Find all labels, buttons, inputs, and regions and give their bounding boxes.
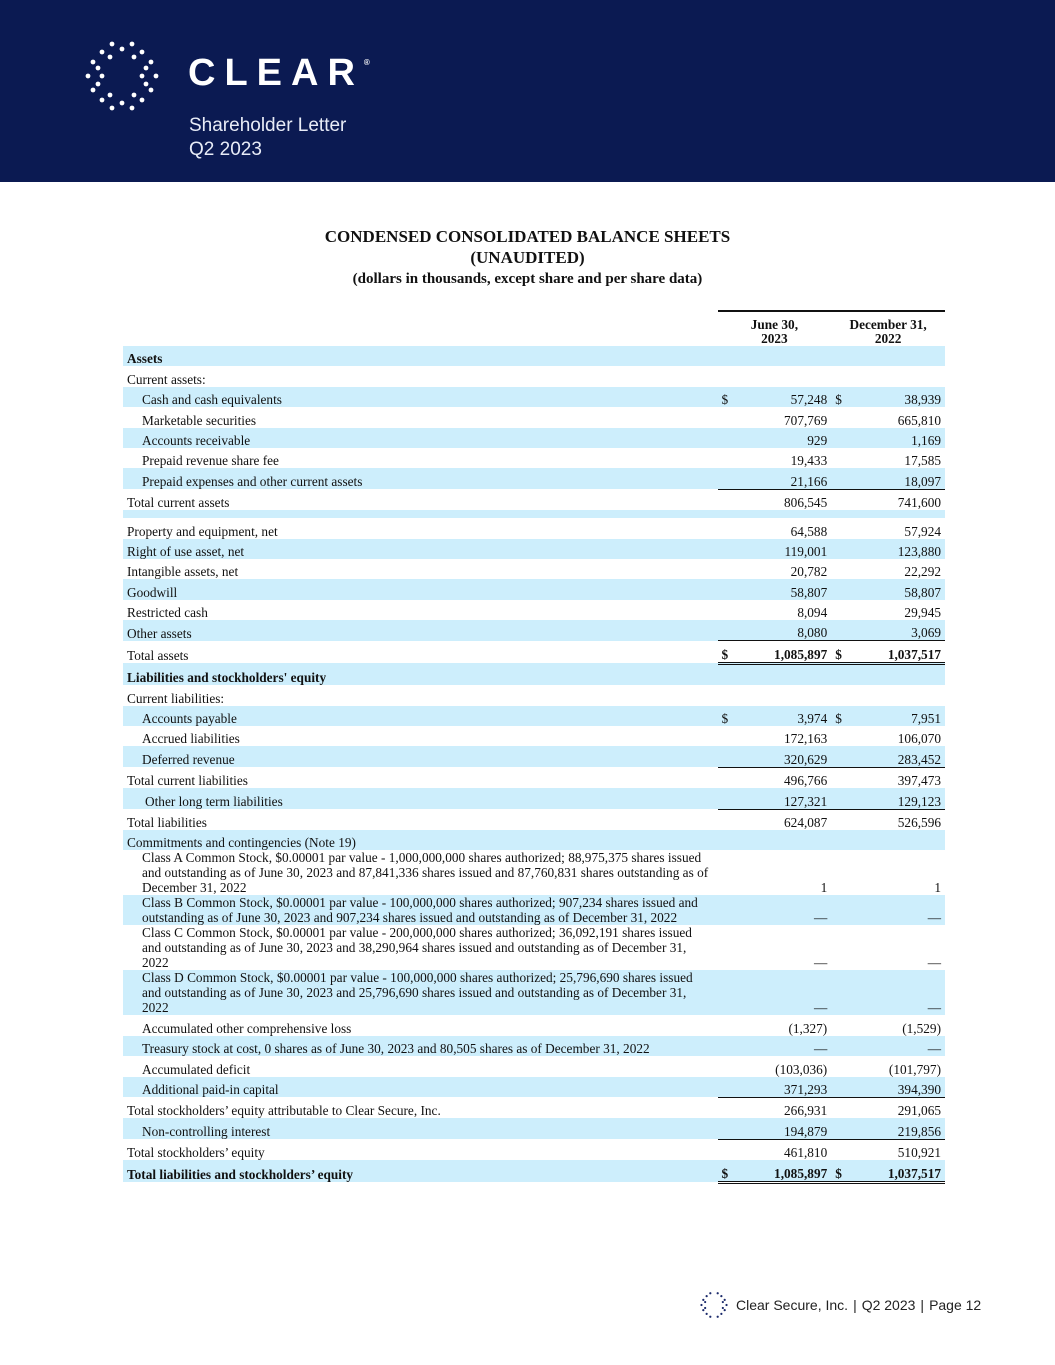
- currency-symbol: $: [831, 641, 856, 663]
- currency-symbol: [831, 663, 856, 685]
- currency-symbol: [718, 1118, 743, 1139]
- footer-separator: |: [920, 1297, 925, 1313]
- currency-symbol: [831, 1036, 856, 1056]
- currency-symbol: [718, 746, 743, 767]
- value-december-2022: 129,123: [857, 788, 945, 809]
- table-row: [123, 970, 945, 1015]
- currency-symbol: [831, 1097, 856, 1118]
- currency-symbol: $: [718, 1160, 743, 1182]
- value-june-2023: 3,974: [743, 706, 831, 726]
- page-footer: [700, 1291, 981, 1319]
- table-row: [123, 788, 945, 809]
- value-june-2023: [743, 685, 831, 705]
- brand-logo-text: CLEAR®: [188, 52, 370, 94]
- table-row: [123, 366, 945, 386]
- value-december-2022: [857, 830, 945, 850]
- statement-subtitle: (UNAUDITED): [470, 248, 585, 267]
- footer-company: Clear Secure, Inc.: [736, 1297, 849, 1313]
- currency-symbol: [718, 559, 743, 579]
- table-row: [123, 663, 945, 685]
- value-june-2023: 127,321: [743, 788, 831, 809]
- value-june-2023: 194,879: [743, 1118, 831, 1139]
- table-row: [123, 407, 945, 427]
- currency-symbol: [718, 510, 743, 518]
- table-row: [123, 685, 945, 705]
- value-december-2022: 1: [934, 880, 941, 896]
- value-december-2022: 1,037,517: [857, 1160, 945, 1182]
- table-row: [123, 1160, 945, 1182]
- row-label: Current liabilities:: [127, 690, 225, 706]
- table-row: [123, 1015, 945, 1035]
- row-label: Total current assets: [127, 495, 230, 511]
- row-label: Total liabilities: [127, 814, 207, 830]
- footer-page-number: Page 12: [929, 1297, 982, 1313]
- currency-symbol: [718, 1077, 743, 1098]
- value-december-2022: [857, 366, 945, 386]
- row-label: Class B Common Stock, $0.00001 par value - 100,000,000 shares authorized; 907,234 shares issued and outstanding as of June 30, 2023 and 907,234 shares issued and outstanding as of December 31, 2022: [123, 895, 718, 925]
- value-june-2023: 57,248: [743, 387, 831, 407]
- currency-symbol: [831, 518, 856, 538]
- table-row: [123, 428, 945, 448]
- value-december-2022: —: [927, 955, 941, 971]
- currency-symbol: [718, 767, 743, 788]
- clear-logo-dots-icon: [700, 1291, 728, 1319]
- table-row: [123, 579, 945, 599]
- footer-separator: |: [853, 1297, 857, 1313]
- column-header-june-2023: June 30, 2023: [718, 311, 832, 346]
- value-june-2023: 21,166: [743, 468, 831, 489]
- currency-symbol: [831, 620, 856, 641]
- value-december-2022: 38,939: [857, 387, 945, 407]
- value-december-2022: [857, 346, 945, 366]
- row-label: Goodwill: [123, 579, 718, 599]
- table-row: [123, 600, 945, 620]
- value-december-2022: 741,600: [897, 495, 941, 511]
- value-june-2023: (103,036): [775, 1061, 828, 1077]
- row-label: Assets: [123, 346, 718, 366]
- table-row: [123, 1056, 945, 1076]
- row-label: Total liabilities and stockholders’ equity: [123, 1160, 718, 1182]
- table-row: [123, 767, 945, 788]
- currency-symbol: [718, 407, 743, 427]
- row-label: Deferred revenue: [123, 746, 718, 767]
- value-december-2022: 7,951: [857, 706, 945, 726]
- value-june-2023: 172,163: [784, 731, 828, 747]
- currency-symbol: [831, 579, 856, 599]
- row-label: Other assets: [123, 620, 718, 641]
- report-subtitle: [189, 114, 346, 162]
- currency-symbol: [718, 448, 743, 468]
- table-row: [123, 726, 945, 746]
- currency-symbol: [831, 1056, 856, 1076]
- value-june-2023: —: [743, 1036, 831, 1056]
- value-december-2022: 526,596: [897, 814, 941, 830]
- table-row: [123, 830, 945, 850]
- value-december-2022: 18,097: [857, 468, 945, 489]
- currency-symbol: [718, 1139, 743, 1160]
- currency-symbol: [718, 925, 743, 970]
- value-december-2022: 665,810: [897, 412, 941, 428]
- table-row: [123, 706, 945, 726]
- table-row: [123, 518, 945, 538]
- currency-symbol: $: [718, 706, 743, 726]
- value-june-2023: (1,327): [788, 1020, 828, 1036]
- value-december-2022: 1,037,517: [857, 641, 945, 663]
- currency-symbol: [718, 468, 743, 489]
- currency-symbol: [831, 746, 856, 767]
- value-june-2023: 806,545: [784, 495, 828, 511]
- table-row: [123, 620, 945, 641]
- currency-symbol: [718, 489, 743, 510]
- table-row: [123, 746, 945, 767]
- row-label: Liabilities and stockholders' equity: [123, 663, 718, 685]
- currency-symbol: [718, 895, 743, 925]
- currency-symbol: [831, 407, 856, 427]
- table-row: [123, 895, 945, 925]
- value-december-2022: —: [857, 895, 945, 925]
- value-december-2022: 106,070: [897, 731, 941, 747]
- value-december-2022: 397,473: [897, 773, 941, 789]
- currency-symbol: [718, 600, 743, 620]
- value-june-2023: [743, 663, 831, 685]
- value-june-2023: 20,782: [790, 564, 828, 580]
- value-june-2023: 461,810: [784, 1145, 828, 1161]
- value-december-2022: 58,807: [857, 579, 945, 599]
- value-december-2022: [857, 510, 945, 518]
- value-december-2022: 394,390: [857, 1077, 945, 1098]
- currency-symbol: [831, 366, 856, 386]
- currency-symbol: [831, 925, 856, 970]
- value-december-2022: 291,065: [897, 1103, 941, 1119]
- row-label: Class A Common Stock, $0.00001 par value - 1,000,000,000 shares authorized; 88,975,375 shares issued and outstanding as of June 30, 2023 and 87,841,336 shares issued and 87,760,831 shares outstanding as of December 31, 2022: [142, 850, 709, 896]
- currency-symbol: [718, 830, 743, 850]
- row-label: Restricted cash: [127, 605, 208, 621]
- row-label: Property and equipment, net: [127, 523, 278, 539]
- currency-symbol: [718, 428, 743, 448]
- currency-symbol: [831, 1077, 856, 1098]
- row-label: Current assets:: [127, 371, 206, 387]
- currency-symbol: $: [831, 706, 856, 726]
- currency-symbol: [831, 767, 856, 788]
- currency-symbol: [831, 1015, 856, 1035]
- value-december-2022: 3,069: [857, 620, 945, 641]
- table-row: [123, 1118, 945, 1139]
- currency-symbol: [831, 539, 856, 559]
- currency-symbol: [831, 600, 856, 620]
- value-december-2022: 283,452: [857, 746, 945, 767]
- currency-symbol: [718, 346, 743, 366]
- value-june-2023: —: [743, 895, 831, 925]
- row-label: Accumulated other comprehensive loss: [142, 1020, 352, 1036]
- statement-units-note: (dollars in thousands, except share and per share data): [352, 271, 703, 287]
- row-label: Total assets: [127, 648, 189, 664]
- value-june-2023: 58,807: [743, 579, 831, 599]
- currency-symbol: [718, 726, 743, 746]
- value-june-2023: 371,293: [743, 1077, 831, 1098]
- currency-symbol: [718, 620, 743, 641]
- table-row: [123, 1139, 945, 1160]
- row-label: [123, 510, 718, 518]
- value-june-2023: 1,085,897: [743, 1160, 831, 1182]
- currency-symbol: [831, 346, 856, 366]
- value-december-2022: (101,797): [888, 1061, 941, 1077]
- value-december-2022: 510,921: [897, 1145, 941, 1161]
- value-december-2022: 29,945: [904, 605, 941, 621]
- value-december-2022: 219,856: [857, 1118, 945, 1139]
- row-label: Accrued liabilities: [142, 731, 240, 747]
- currency-symbol: [831, 685, 856, 705]
- value-december-2022: —: [857, 970, 945, 1015]
- table-row: [123, 448, 945, 468]
- currency-symbol: [718, 809, 743, 830]
- row-label: Accounts receivable: [123, 428, 718, 448]
- currency-symbol: [718, 663, 743, 685]
- currency-symbol: [718, 1097, 743, 1118]
- table-row: [123, 559, 945, 579]
- row-label: Class C Common Stock, $0.00001 par value - 200,000,000 shares authorized; 36,092,191 shares issued and outstanding as of June 30, 2023 and 38,290,964 shares issued and outstanding as of December 31, 2022: [142, 925, 692, 971]
- currency-symbol: [831, 970, 856, 1015]
- currency-symbol: [718, 366, 743, 386]
- value-june-2023: 707,769: [784, 412, 828, 428]
- currency-symbol: [831, 510, 856, 518]
- table-row: [123, 468, 945, 489]
- currency-symbol: [718, 970, 743, 1015]
- table-row: [123, 489, 945, 510]
- value-december-2022: 22,292: [904, 564, 941, 580]
- currency-symbol: [831, 809, 856, 830]
- currency-symbol: [831, 788, 856, 809]
- value-june-2023: 8,080: [743, 620, 831, 641]
- row-label: Prepaid revenue share fee: [142, 453, 279, 469]
- currency-symbol: [718, 788, 743, 809]
- row-label: Non-controlling interest: [123, 1118, 718, 1139]
- currency-symbol: $: [831, 1160, 856, 1182]
- currency-symbol: [831, 448, 856, 468]
- subtitle-line-1: Shareholder Letter: [189, 115, 347, 136]
- statement-heading: [0, 227, 1055, 289]
- table-row: [123, 925, 945, 970]
- value-june-2023: 929: [743, 428, 831, 448]
- row-label: Additional paid-in capital: [123, 1077, 718, 1098]
- currency-symbol: [718, 518, 743, 538]
- row-label: Marketable securities: [142, 412, 257, 428]
- currency-symbol: $: [831, 387, 856, 407]
- value-june-2023: 119,001: [743, 539, 831, 559]
- value-december-2022: 57,924: [904, 523, 941, 539]
- table-header-row: [123, 311, 945, 346]
- value-december-2022: [857, 663, 945, 685]
- value-december-2022: [857, 685, 945, 705]
- currency-symbol: [831, 830, 856, 850]
- value-december-2022: —: [857, 1036, 945, 1056]
- currency-symbol: [718, 1036, 743, 1056]
- statement-title: CONDENSED CONSOLIDATED BALANCE SHEETS: [324, 227, 731, 246]
- row-label: Treasury stock at cost, 0 shares as of June 30, 2023 and 80,505 shares as of December 31, 2022: [123, 1036, 718, 1056]
- currency-symbol: [831, 895, 856, 925]
- currency-symbol: [831, 559, 856, 579]
- subtitle-line-2: Q2 2023: [189, 139, 262, 160]
- table-row: [123, 387, 945, 407]
- value-june-2023: [743, 830, 831, 850]
- value-december-2022: 123,880: [857, 539, 945, 559]
- currency-symbol: $: [718, 641, 743, 663]
- clear-logo-dots-icon: [84, 40, 160, 112]
- table-row: [123, 641, 945, 663]
- row-label: Cash and cash equivalents: [123, 387, 718, 407]
- value-december-2022: 1,169: [857, 428, 945, 448]
- value-june-2023: 624,087: [784, 814, 828, 830]
- value-june-2023: 1: [820, 880, 828, 896]
- row-label: Commitments and contingencies (Note 19): [123, 830, 718, 850]
- table-row: [123, 809, 945, 830]
- header-banner: [0, 0, 1055, 182]
- table-row: [123, 346, 945, 366]
- currency-symbol: [831, 489, 856, 510]
- currency-symbol: [831, 1139, 856, 1160]
- row-label: Other long term liabilities: [123, 788, 718, 809]
- row-label: Intangible assets, net: [127, 564, 239, 580]
- value-june-2023: 1,085,897: [743, 641, 831, 663]
- value-june-2023: [743, 346, 831, 366]
- value-june-2023: 266,931: [784, 1103, 828, 1119]
- currency-symbol: [831, 1118, 856, 1139]
- table-row: [123, 539, 945, 559]
- table-row: [123, 1097, 945, 1118]
- value-june-2023: [743, 510, 831, 518]
- table-row: [123, 510, 945, 518]
- column-header-december-2022: December 31, 2022: [831, 311, 945, 346]
- value-june-2023: —: [813, 955, 828, 971]
- table-row: [123, 1077, 945, 1098]
- currency-symbol: [718, 1015, 743, 1035]
- row-label: Right of use asset, net: [123, 539, 718, 559]
- table-row: [123, 850, 945, 895]
- row-label: Total stockholders’ equity: [127, 1145, 265, 1161]
- value-december-2022: 17,585: [904, 453, 941, 469]
- row-label: Accumulated deficit: [142, 1061, 251, 1077]
- footer-period: Q2 2023: [861, 1297, 916, 1313]
- row-label: Total current liabilities: [127, 773, 248, 789]
- balance-sheet-table: [123, 310, 945, 1184]
- value-june-2023: 64,588: [790, 523, 828, 539]
- row-label: Total stockholders’ equity attributable to Clear Secure, Inc.: [127, 1103, 441, 1119]
- currency-symbol: [718, 579, 743, 599]
- currency-symbol: $: [718, 387, 743, 407]
- currency-symbol: [831, 726, 856, 746]
- value-june-2023: 320,629: [743, 746, 831, 767]
- value-june-2023: —: [743, 970, 831, 1015]
- value-june-2023: 19,433: [790, 453, 828, 469]
- value-june-2023: 496,766: [784, 773, 828, 789]
- currency-symbol: [718, 850, 743, 895]
- value-december-2022: (1,529): [902, 1020, 941, 1036]
- currency-symbol: [718, 539, 743, 559]
- currency-symbol: [831, 428, 856, 448]
- currency-symbol: [718, 1056, 743, 1076]
- table-row: [123, 1036, 945, 1056]
- value-june-2023: [743, 366, 831, 386]
- currency-symbol: [831, 850, 856, 895]
- row-label: Accounts payable: [123, 706, 718, 726]
- row-label: Prepaid expenses and other current assets: [123, 468, 718, 489]
- currency-symbol: [718, 685, 743, 705]
- currency-symbol: [831, 468, 856, 489]
- row-label: Class D Common Stock, $0.00001 par value - 100,000,000 shares authorized; 25,796,690 shares issued and outstanding as of June 30, 2023 and 25,796,690 shares issued and outstanding as of December 31, 2022: [123, 970, 718, 1015]
- value-june-2023: 8,094: [797, 605, 828, 621]
